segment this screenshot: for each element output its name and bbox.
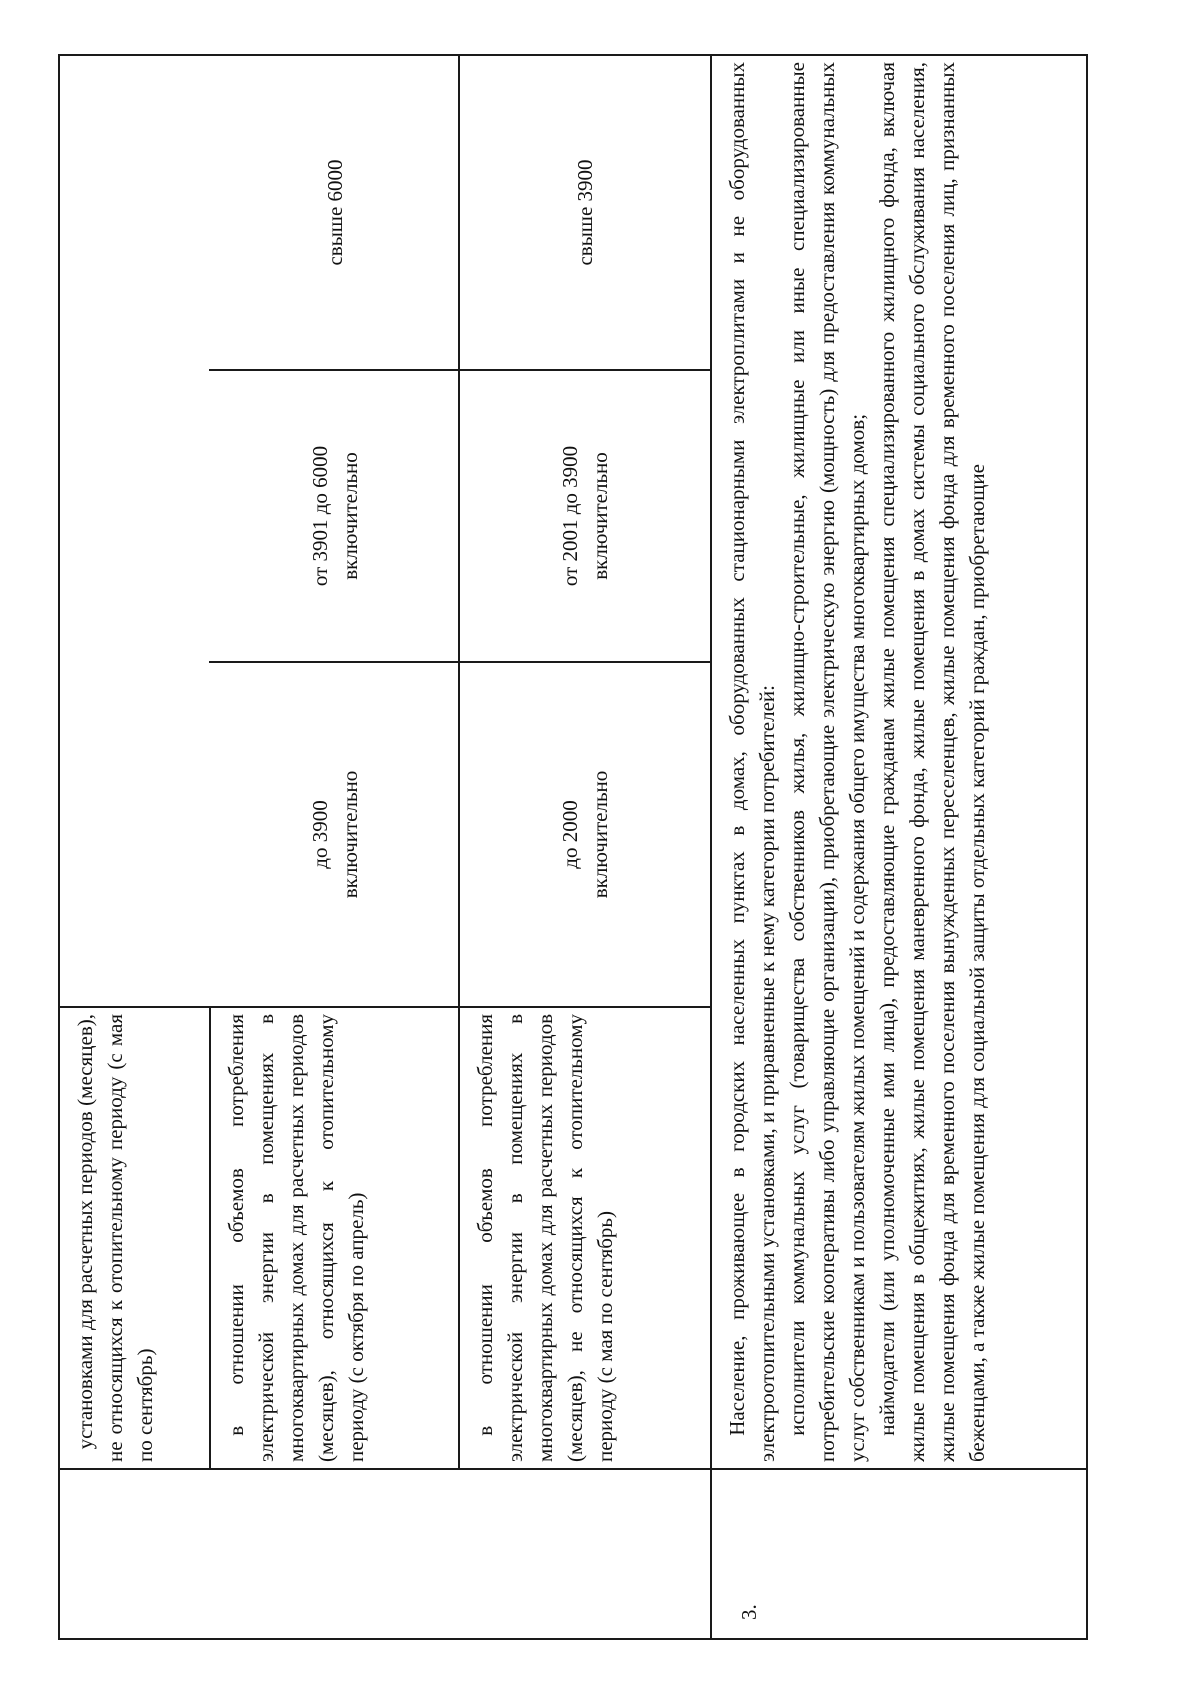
range-value: до 3900 включительно [307,770,362,899]
range-cell [211,663,458,1006]
range-value: от 2001 до 3900 включительно [558,445,612,587]
section-number: 3. [737,1604,761,1620]
range-cell [211,371,458,661]
range-value: до 2000 включительно [558,770,612,899]
range-cell [211,56,458,369]
section-paragraph: исполнители коммунальных услуг (товарищества собственников жилья, жилищно-строительные, жилищные или иные специализированные потребительские кооперативы либо управляющие организации), приобретающие электрическую энергию (мощность) для предоставления коммунальных услуг собственникам и пользователям жилых помещений и содержания общего имущества многоквартирных домов; [785,62,869,1462]
description-text: в отношении объемов потребления электрической энергии в помещениях в многоквартирных домах для расчетных периодов (месяцев), относящихся к отопительному периоду (с октября по апрель) [224,1014,368,1462]
section-paragraph: наймодатели (или уполномоченные ими лица), предоставляющие гражданам жилые помещения специализированного жилищного фонда, включая жилые помещения в общежитиях, жилые помещения маневренного фонда, жилые помещения в домах системы социального обслуживания населения, жилые помещения фонда для временного поселения вынужденных переселенцев, жилые помещения фонда для временного поселения лиц, признанных беженцами, а также жилые помещения для социальной защиты отдельных категорий граждан, приобретающие [875,62,989,1462]
range-cell [460,663,710,1006]
section-paragraph: Население, проживающее в городских населенных пунктах в домах, оборудованных стационарными электроплитами и не оборудованных электроотопительными установками, и приравненные к нему категории потребителей: [725,62,779,1462]
table-border-left [58,1638,1088,1640]
table-border-bottom [1086,54,1088,1640]
range-cell [460,371,710,661]
range-cell [460,56,710,369]
range-value: свыше 6000 [322,159,347,266]
range-value: свыше 3900 [573,159,597,266]
description-text: установками для расчетных периодов (месяцев), не относящихся к отопительному периоду (с мая по сентябрь) [73,1014,157,1462]
range-value: от 3901 до 6000 включительно [307,445,362,587]
description-cell [460,1014,708,1462]
description-cell [211,1014,457,1462]
section-number-cell [712,1470,1086,1638]
description-text: в отношении объемов потребления электрической энергии в помещениях в многоквартирных домах для расчетных периодов (месяцев), не относящихся к отопительному периоду (с мая по сентябрь) [473,1014,617,1462]
column-divider-description [58,1006,712,1008]
description-cell [60,1014,208,1462]
section-text-cell [716,62,1084,1462]
row-divider [710,54,712,1640]
